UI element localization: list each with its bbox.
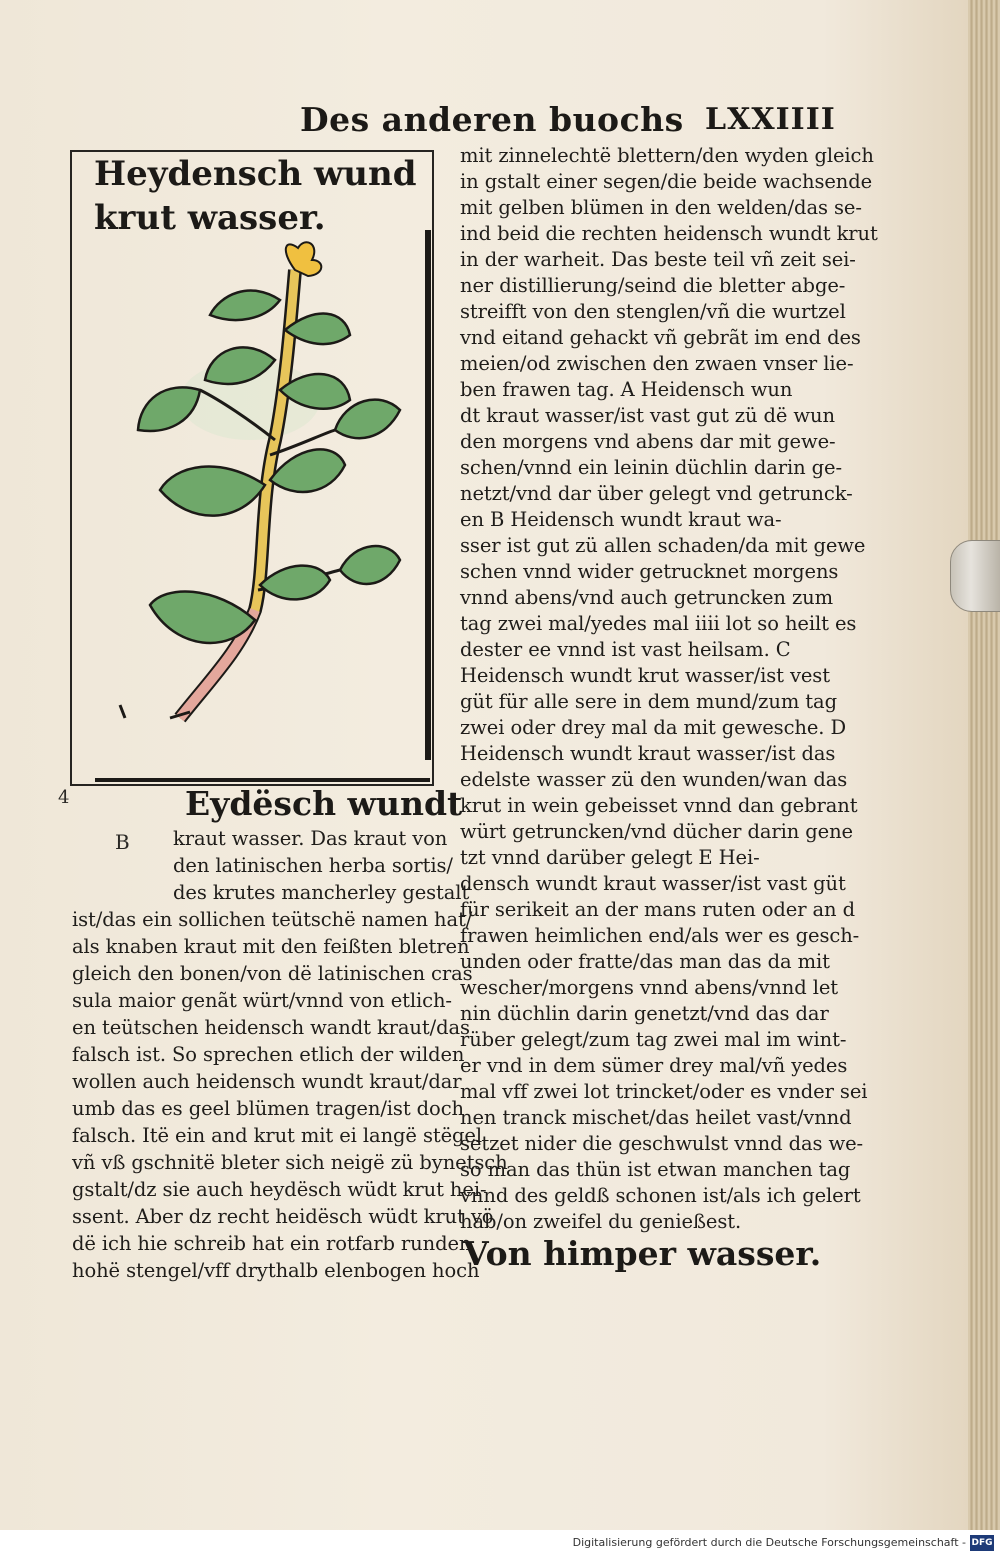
- text-line: falsch ist. So sprechen etlich der wilden: [72, 1043, 465, 1066]
- text-line: mit zinnelechtë blettern/den wyden gleich: [460, 144, 874, 167]
- text-line: ind beid die rechten heidensch wundt krut: [460, 222, 878, 245]
- footer-bar: [0, 1530, 1000, 1558]
- text-line: en B Heidensch wundt kraut wa-: [460, 508, 782, 531]
- text-line: den morgens vnd abens dar mit gewe-: [460, 430, 836, 453]
- figure-rule-right: [425, 230, 431, 760]
- leaf: [340, 546, 400, 584]
- leaf: [210, 291, 280, 320]
- text-line: vñ vß gschnitë bleter sich neigë zü bynetsch: [72, 1151, 508, 1174]
- text-line: in der warheit. Das beste teil vñ zeit sei-: [460, 248, 856, 271]
- text-line: wollen auch heidensch wundt kraut/dar: [72, 1070, 462, 1093]
- text-line: Heidensch wundt kraut wasser/ist das: [460, 742, 836, 765]
- text-line: vnnd des geldß schonen ist/als ich gelert: [460, 1184, 861, 1207]
- text-line: kraut wasser. Das kraut von: [173, 827, 448, 850]
- text-line: vnnd abens/vnd auch getruncken zum: [460, 586, 833, 609]
- text-line: ist/das ein sollichen teütschë namen hat/: [72, 908, 473, 931]
- text-line: dester ee vnnd ist vast heilsam. C: [460, 638, 791, 661]
- text-line: frawen heimlichen end/als wer es gesch-: [460, 924, 860, 947]
- text-line: er vnd in dem sümer drey mal/vñ yedes: [460, 1054, 848, 1077]
- text-line: ben frawen tag. A Heidensch wun: [460, 378, 793, 401]
- text-line: ner distillierung/seind die bletter abge-: [460, 274, 846, 297]
- text-line: dt kraut wasser/ist vast gut zü dë wun: [460, 404, 835, 427]
- text-line: schen vnnd wider getrucknet morgens: [460, 560, 839, 583]
- text-line: des krutes mancherley gestalt: [173, 881, 470, 904]
- right-column-heading: Von himper wasser.: [463, 1234, 822, 1273]
- text-line: vnd eitand gehackt vñ gebrãt im end des: [460, 326, 861, 349]
- text-line: ssent. Aber dz recht heidësch wüdt krut vö: [72, 1205, 494, 1228]
- figure-heading-line1: Heydensch wund: [94, 154, 417, 194]
- dfg-logo: DFG: [970, 1535, 994, 1551]
- leaf: [335, 400, 400, 439]
- leaf: [138, 387, 200, 431]
- leaf: [150, 591, 255, 642]
- text-line: würt getruncken/vnd dücher darin gene: [460, 820, 853, 843]
- text-line: en teütschen heidensch wandt kraut/das: [72, 1016, 470, 1039]
- text-line: für serikeit an der mans ruten oder an d: [460, 898, 855, 921]
- text-line: mit gelben blümen in den welden/das se-: [460, 196, 862, 219]
- text-line: rüber gelegt/zum tag zwei mal im wint-: [460, 1028, 847, 1051]
- text-line: wescher/morgens vnnd abens/vnnd let: [460, 976, 839, 999]
- left-column-heading: Eydësch wundt: [185, 784, 463, 823]
- figure-heading-line2: krut wasser.: [94, 198, 326, 238]
- text-line: nin düchlin darin genetzt/vnd das dar: [460, 1002, 829, 1025]
- text-line: nen tranck mischet/das heilet vast/vnnd: [460, 1106, 852, 1129]
- leaf: [160, 466, 265, 515]
- text-line: densch wundt kraut wasser/ist vast güt: [460, 872, 846, 895]
- text-line: hohë stengel/vff drythalb elenbogen hoch: [72, 1259, 480, 1282]
- text-line: in gstalt einer segen/die beide wachsende: [460, 170, 873, 193]
- text-line: umb das es geel blümen tragen/ist doch: [72, 1097, 464, 1120]
- text-line: sser ist gut zü allen schaden/da mit gewe: [460, 534, 866, 557]
- page-clip: [950, 540, 1000, 612]
- text-line: den latinischen herba sortis/: [173, 854, 453, 877]
- text-line: Heidensch wundt krut wasser/ist vest: [460, 664, 830, 687]
- figure-heading: [94, 152, 424, 240]
- text-line: so man das thün ist etwan manchen tag: [460, 1158, 851, 1181]
- text-line: als knaben kraut mit den feißten bletren: [72, 935, 470, 958]
- margin-mark: 4: [58, 787, 70, 808]
- page-edges: [968, 0, 1000, 1530]
- folio-number: LXXIIII: [705, 102, 836, 137]
- text-line: güt für alle sere in dem mund/zum tag: [460, 690, 837, 713]
- text-line: zwei oder drey mal da mit gewesche. D: [460, 716, 847, 739]
- text-line: edelste wasser zü den wunden/wan das: [460, 768, 848, 791]
- plant-illustration: [80, 240, 410, 730]
- text-line: gstalt/dz sie auch heydësch wüdt krut hei-: [72, 1178, 487, 1201]
- text-line: streifft von den stenglen/vñ die wurtzel: [460, 300, 846, 323]
- text-line: mal vff zwei lot trincket/oder es vnder sei: [460, 1080, 868, 1103]
- text-line: gleich den bonen/von dë latinischen cras: [72, 962, 473, 985]
- text-line: schen/vnnd ein leinin düchlin darin ge-: [460, 456, 842, 479]
- text-line: netzt/vnd dar über gelegt vnd getrunck-: [460, 482, 853, 505]
- text-line: meien/od zwischen den zwaen vnser lie-: [460, 352, 854, 375]
- margin-letter: B: [115, 830, 130, 854]
- text-line: dë ich hie schreib hat ein rotfarb runden: [72, 1232, 472, 1255]
- leaf: [260, 566, 330, 600]
- text-line: hab/on zweifel du genießest.: [460, 1210, 742, 1233]
- figure-rule-bottom: [95, 778, 430, 782]
- text-line: unden oder fratte/das man das da mit: [460, 950, 830, 973]
- text-line: setzet nider die geschwulst vnnd das we-: [460, 1132, 864, 1155]
- text-line: krut in wein gebeisset vnnd dan gebrant: [460, 794, 858, 817]
- text-line: falsch. Itë ein and krut mit ei langë stëgel: [72, 1124, 482, 1147]
- running-title: Des anderen buochs: [300, 100, 684, 139]
- text-line: tzt vnnd darüber gelegt E Hei-: [460, 846, 760, 869]
- footer-credit: Digitalisierung gefördert durch die Deutsche Forschungsgemeinschaft -: [572, 1536, 966, 1549]
- leaf: [270, 449, 345, 492]
- text-line: tag zwei mal/yedes mal iiii lot so heilt es: [460, 612, 857, 635]
- text-line: sula maior genãt würt/vnnd von etlich-: [72, 989, 452, 1012]
